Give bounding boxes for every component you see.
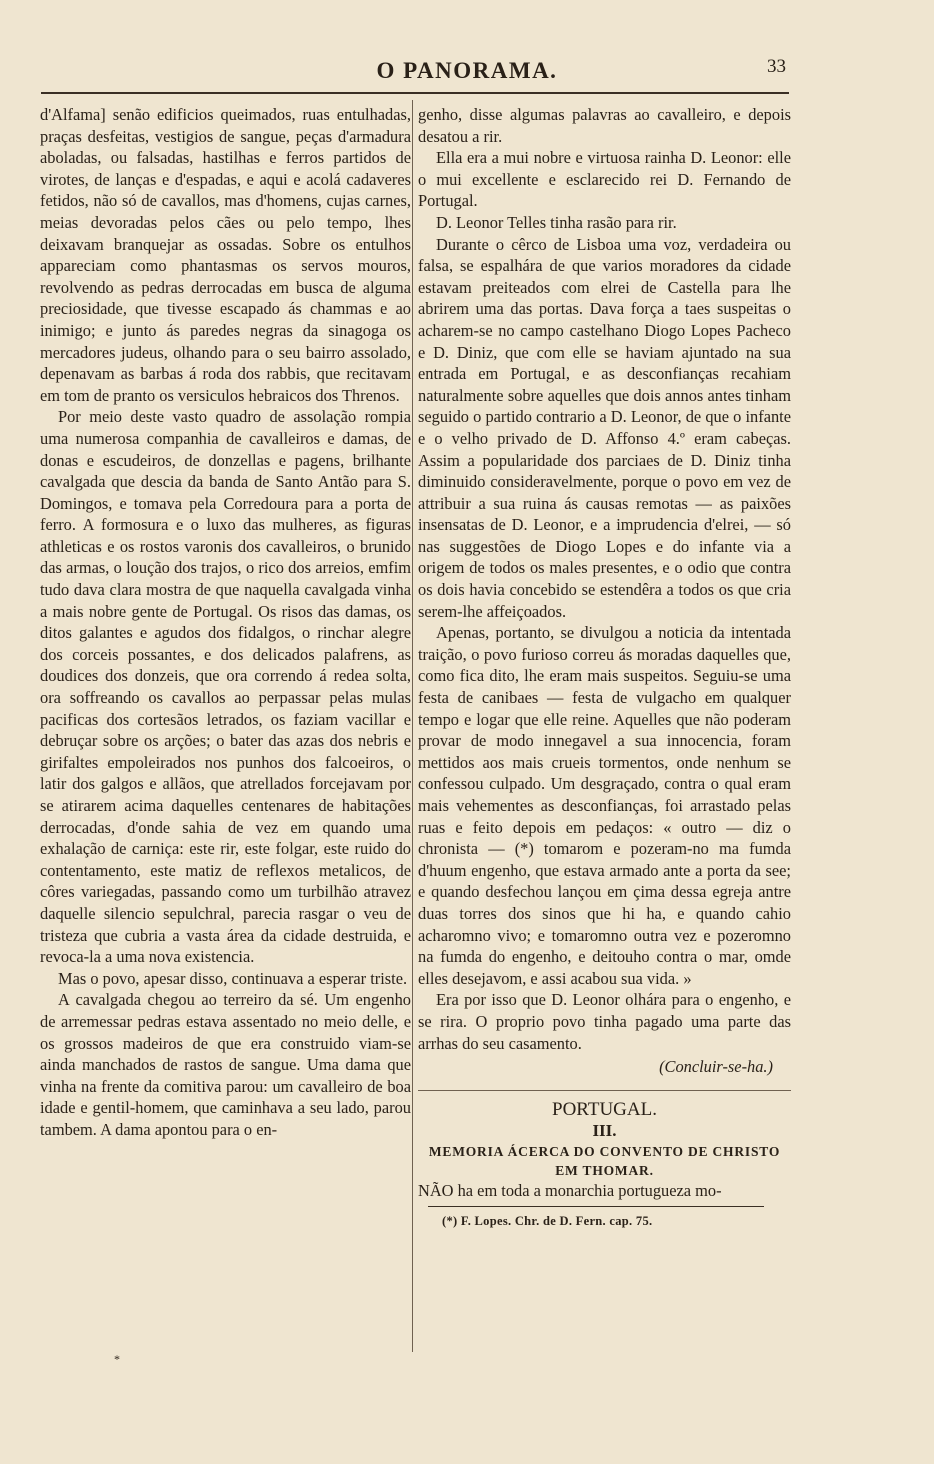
- footnote: (*) F. Lopes. Chr. de D. Fern. cap. 75.: [442, 1213, 653, 1228]
- to-be-continued-note: (Concluir-se-ha.): [659, 1057, 773, 1077]
- left-column: [40, 104, 411, 1141]
- masthead-title: O PANORAMA.: [376, 58, 558, 83]
- page-number: 33: [767, 56, 786, 77]
- section-number: III.: [592, 1121, 617, 1141]
- section-subtitle: [418, 1142, 791, 1180]
- section-title: PORTUGAL.: [552, 1098, 657, 1120]
- paragraph: A cavalgada chegou ao terreiro da sé. Um engenho de arremessar pedras estava assentado no meio delle, e os grossos madeiros de que era construido viam-se ainda manchados de rastos de sangue. Uma dama que vinha na frente da comitiva parou: um cavalleiro de boa idade e gentil-homem, que caminhava a seu lado, parou tambem. A dama apontou para o en-: [40, 990, 411, 1139]
- paragraph: D. Leonor Telles tinha rasão para rir.: [436, 212, 677, 232]
- paragraph: d'Alfama] senão edificios queimados, ruas entulhadas, praças desfeitas, vestigios de sangue, peças d'armadura aboladas, ou falsadas, hastilhas e ferros partidos de virotes, de lanças e d'espadas, e aqui e acolá cadaveres fetidos, não só de cavallos, mas d'homens, cujas carnes, meias devoradas pelos cães ou pelo tempo, lhes deixavam branquejar as ossadas. Sobre os entulhos appareciam como phantasmas os servos mouros, revolvendo as pedras derrocadas em busca de alguma preciosidade, que tivesse escapado ás chammas e ao inimigo; e junto ás paredes negras da sinagoga os mercadores judeus, olhando para o seu bairro assolado, depenavam as barbas á roda dos rabbis, que recitavam em tom de pranto os versiculos hebraicos dos Threnos.: [40, 105, 411, 405]
- section-opening: NÃO ha em toda a monarchia portugueza mo-: [418, 1180, 722, 1200]
- paragraph: Apenas, portanto, se divulgou a noticia da intentada traição, o povo furioso correu ás moradas daquelles que, como fica dito, lhe eram mais suspeitos. Seguiu-se uma festa de canibaes — festa de vulgacho em qualquer tempo e logar que elle reine. Aquelles que não poderam provar de modo innegavel a sua innocencia, foram mettidos aos mais crueis tormentos, onde nenhum se confessou culpado. Um desgraçado, contra o qual eram mais vehementes as desconfianças, foi arrastado pelas ruas e feito depois em pedaços: « outro — diz o chronista — (*) tomarom e pozeram-no ma fumda d'huum engenho, que estava armado ante a porta da see; e quando desfechou lançou em çima dessa egreja antre duas torres dos sinos que hi ha, e quando cahio acharomno vivo; e tomaromno outra vez e pozeromno na fumda do engenho, e deitouho contra o mar, omde elles desejavom, e assi acabou sua vida. »: [418, 623, 791, 988]
- footnote-rule: [428, 1206, 764, 1207]
- paragraph: genho, disse algumas palavras ao cavalleiro, e depois desatou a rir.: [418, 105, 791, 146]
- printer-mark: *: [114, 1352, 120, 1366]
- paragraph: Por meio deste vasto quadro de assolação rompia uma numerosa companhia de cavalleiros e damas, de donas e escudeiros, de donzellas e pagens, brilhante cavalgada que descia da banda de Santo Antão para S. Domingos, e tomava pela Corredoura para a porta de ferro. A formosura e o luxo das mulheres, as figuras athleticas e os rostos varonis dos cavalleiros, o brunido das armas, o loução dos trajos, o rico dos arreios, emfim tudo dava clara mostra de que naquella cavalgada vinha a mais nobre gente de Portugal. Os risos das damas, os ditos galantes e agudos dos fidalgos, o rinchar alegre dos corceis possantes, e dos delicados palafrens, as doudices dos donzeis, que ora correndo á redea solta, ora soffreando os cavallos ao perpassar pelas mulas pacificas dos cortesãos letrados, os faziam vacillar e debruçar sobre os arções; o bater das azas dos nebris e girifaltes empoleirados nos punhos dos falcoeiros, o latir dos galgos e allãos, que atrellados forcejavam por se atirarem acima daquelles centenares de habitações derrocadas, d'onde sahia de vez em quando uma exhalação de carniça: este rir, este folgar, este ruido do contentamento, este matiz de reflexos metalicos, de côres variegadas, passando como um turbilhão atravez daquelle silencio sepulchral, parecia rasgar o veu de tristeza que cubria a vasta área da cidade destruida, e revoca-la a uma nova existencia.: [40, 407, 411, 967]
- header-rule: [41, 92, 789, 94]
- right-column: [418, 104, 791, 1232]
- paragraph: Mas o povo, apesar disso, continuava a esperar triste.: [58, 968, 408, 988]
- section-subtitle-line: EM THOMAR.: [555, 1162, 654, 1178]
- paragraph: Era por isso que D. Leonor olhára para o engenho, e se rira. O proprio povo tinha pagado uma parte das arrhas do seu casamento.: [418, 990, 791, 1053]
- column-divider: [412, 100, 413, 1352]
- section-rule: [418, 1090, 791, 1091]
- paragraph: Ella era a mui nobre e virtuosa rainha D. Leonor: elle o mui excellente e esclarecido rei D. Fernando de Portugal.: [418, 148, 791, 211]
- section-subtitle-line: MEMORIA ÁCERCA DO CONVENTO DE CHRISTO: [428, 1143, 781, 1159]
- paragraph: Durante o cêrco de Lisboa uma voz, verdadeira ou falsa, se espalhára de que varios moradores da cidade estavam preiteados com elrei de Castella para lhe abrirem uma das portas. Dava força a taes suspeitas o acharem-se no campo castelhano Diogo Lopes Pacheco e D. Diniz, que com elle se haviam ajuntado na sua entrada em Portugal, e as desconfianças recahiam naturalmente sobre aquelles que dois annos antes tinham seguido o partido contrario a D. Leonor, de que o infante e o velho privado de D. Affonso 4.º eram cabeças. Assim a popularidade dos parciaes de D. Diniz tinha diminuido consideravelmente, porque o povo em vez de attribuir a sua ruina ás causas remotas — as paixões insensatas de D. Leonor, e a imprudencia d'elrei, — só nas suggestões de Diogo Lopes e do infante via a origem de todos os males presentes, e o odio que contra os dois havia concebido se estendêra a todos os que cria serem-lhe affeiçoados.: [418, 234, 791, 621]
